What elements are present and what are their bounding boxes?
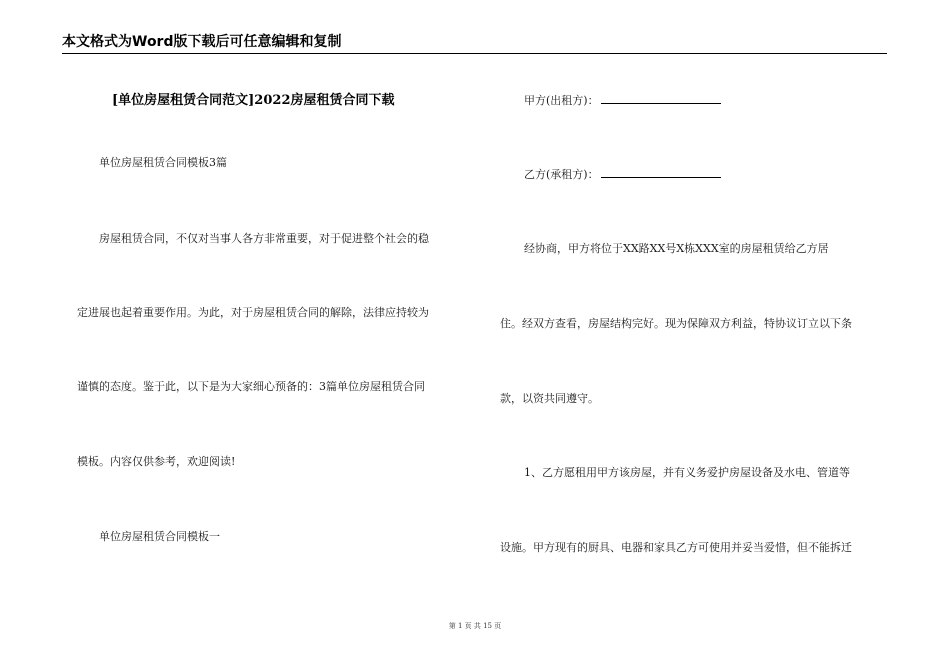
subtitle-line: 单位房屋租赁合同模板3篇 [99,156,227,169]
paragraph-line: 住。经双方查看，房屋结构完好。现为保障双方利益，特协议订立以下条 [500,317,852,330]
paragraph-line: 定进展也起着重要作用。为此，对于房屋租赁合同的解除，法律应持较为 [77,306,429,319]
header-notice: 本文格式为Word版下载后可任意编辑和复制 [62,34,342,50]
party-a-blank [601,93,721,104]
party-a-field [524,93,721,108]
section-heading-line: 单位房屋租赁合同模板一 [99,530,220,543]
party-a-label: 甲方(出租方)： [524,94,599,107]
paragraph-line: 谨慎的态度。鉴于此，以下是为大家细心预备的：3篇单位房屋租赁合同 [77,380,425,393]
paragraph-line: 模板。内容仅供参考，欢迎阅读! [77,455,236,468]
document-title: [单位房屋租赁合同范文]2022房屋租赁合同下载 [112,93,395,108]
party-b-label: 乙方(承租方)： [524,168,599,181]
page-number: 第 1 页 共 15 页 [448,622,502,630]
paragraph-line: 1、乙方愿租用甲方该房屋，并有义务爱护房屋设备及水电、管道等 [524,466,850,479]
paragraph-line: 款，以资共同遵守。 [500,392,599,405]
page-header [62,33,887,54]
paragraph-line: 经协商，甲方将位于XX路XX号X栋XXX室的房屋租赁给乙方居 [524,242,829,255]
party-b-blank [601,167,721,178]
party-b-field [524,167,721,182]
paragraph-line: 设施。甲方现有的厨具、电器和家具乙方可使用并妥当爱惜，但不能拆迁 [500,541,852,554]
paragraph-line: 房屋租赁合同，不仅对当事人各方非常重要，对于促进整个社会的稳 [99,232,429,245]
